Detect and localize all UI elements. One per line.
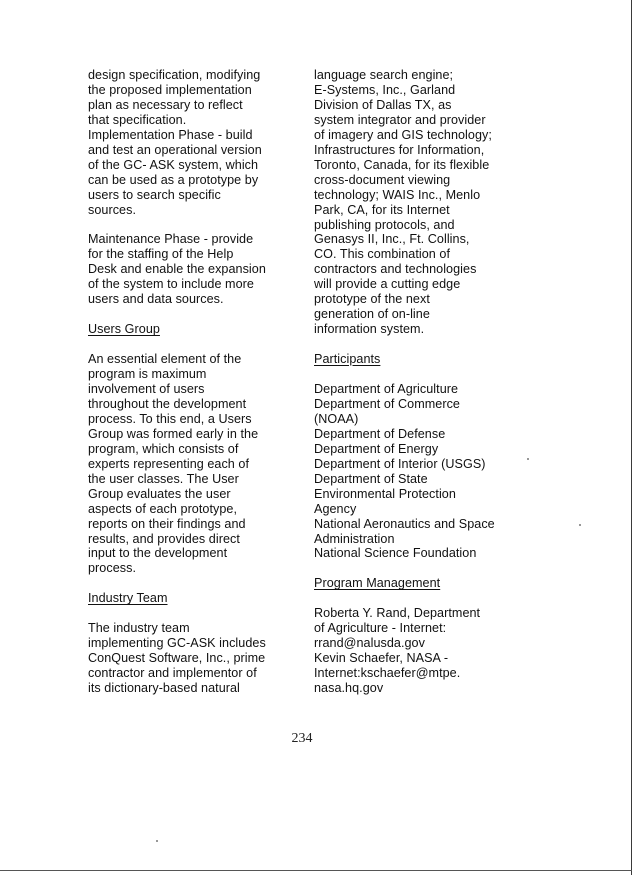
text-line: results, and provides direct: [88, 531, 240, 546]
text-line: Park, CA, for its Internet: [314, 202, 450, 217]
text-line: Internet:kschaefer@mtpe.: [314, 666, 461, 681]
text-line: rrand@nalusda.gov: [314, 636, 425, 651]
text-line: can be used as a prototype by: [88, 172, 259, 187]
text-line: Kevin Schaefer, NASA -: [314, 651, 449, 666]
text-line: Department of Commerce: [314, 396, 460, 411]
text-line: experts representing each of: [88, 456, 250, 471]
scan-speck: [156, 840, 158, 842]
paragraph-gap: [88, 218, 288, 233]
section-heading-participants: Participants: [314, 352, 381, 367]
text-line: of the system to include more: [88, 277, 254, 292]
text-line: language search engine;: [314, 68, 454, 82]
scan-speck: [579, 524, 581, 526]
text-line: throughout the development: [88, 396, 247, 411]
text-line: Department of State: [314, 471, 428, 486]
text-line: ConQuest Software, Inc., prime: [88, 651, 266, 666]
text-line: Roberta Y. Rand, Department: [314, 606, 481, 621]
paragraph-gap: [88, 307, 288, 322]
text-line: Department of Energy: [314, 441, 439, 456]
text-line: generation of on-line: [314, 307, 430, 322]
text-line: users to search specific: [88, 187, 221, 202]
text-line: nasa.hq.gov: [314, 681, 384, 696]
paragraph-gap: [314, 337, 514, 352]
text-line: the proposed implementation: [88, 82, 252, 97]
text-line: reports on their findings and: [88, 516, 246, 531]
text-line: contractor and implementor of: [88, 666, 257, 681]
text-line: The industry team: [88, 621, 190, 636]
text-line: Genasys II, Inc., Ft. Collins,: [314, 232, 470, 247]
text-line: National Aeronautics and Space: [314, 516, 495, 531]
text-line: design specification, modifying: [88, 68, 261, 82]
text-line: prototype of the next: [314, 292, 430, 307]
text-line: Implementation Phase - build: [88, 127, 253, 142]
text-line: input to the development: [88, 546, 228, 561]
text-line: Department of Defense: [314, 426, 446, 441]
text-line: of imagery and GIS technology;: [314, 127, 492, 142]
text-line: sources.: [88, 202, 136, 217]
text-line: of Agriculture - Internet:: [314, 621, 447, 636]
paragraph-gap: [88, 576, 288, 591]
text-line: Group evaluates the user: [88, 486, 231, 501]
text-line: plan as necessary to reflect: [88, 97, 243, 112]
text-line: Maintenance Phase - provide: [88, 232, 254, 247]
left-text-column: [88, 68, 288, 696]
text-line: Desk and enable the expansion: [88, 262, 266, 277]
text-line: cross-document viewing: [314, 172, 451, 187]
paragraph-gap: [314, 591, 514, 606]
text-line: process.: [88, 561, 136, 576]
text-line: E-Systems, Inc., Garland: [314, 82, 456, 97]
text-line: the user classes. The User: [88, 471, 239, 486]
text-line: Department of Interior (USGS): [314, 456, 486, 471]
paragraph-gap: [314, 367, 514, 382]
section-heading-users-group: Users Group: [88, 322, 160, 337]
text-line: that specification.: [88, 112, 187, 127]
text-line: Division of Dallas TX, as: [314, 97, 452, 112]
right-text-column: [314, 68, 514, 696]
text-line: Department of Agriculture: [314, 381, 459, 396]
text-line: Administration: [314, 531, 395, 546]
paragraph-gap: [88, 337, 288, 352]
text-line: Toronto, Canada, for its flexible: [314, 157, 490, 172]
text-line: will provide a cutting edge: [314, 277, 461, 292]
text-line: publishing protocols, and: [314, 217, 455, 232]
text-line: program, which consists of: [88, 441, 239, 456]
text-line: Agency: [314, 501, 357, 516]
text-line: aspects of each prototype,: [88, 501, 238, 516]
paragraph-gap: [88, 606, 288, 621]
text-line: information system.: [314, 322, 425, 337]
text-line: for the staffing of the Help: [88, 247, 234, 262]
text-line: and test an operational version: [88, 142, 262, 157]
scan-speck: [527, 458, 529, 460]
text-line: CO. This combination of: [314, 247, 451, 262]
text-line: of the GC- ASK system, which: [88, 157, 259, 172]
text-line: process. To this end, a Users: [88, 411, 252, 426]
text-line: users and data sources.: [88, 292, 224, 307]
text-line: involvement of users: [88, 381, 205, 396]
text-line: Group was formed early in the: [88, 426, 259, 441]
text-line: contractors and technologies: [314, 262, 477, 277]
section-heading-program-management: Program Management: [314, 576, 441, 591]
text-line: (NOAA): [314, 411, 359, 426]
text-line: Environmental Protection: [314, 486, 456, 501]
text-line: Infrastructures for Information,: [314, 142, 485, 157]
paragraph-gap: [314, 561, 514, 576]
section-heading-industry-team: Industry Team: [88, 591, 168, 606]
text-line: technology; WAIS Inc., Menlo: [314, 187, 481, 202]
page-number: 234: [291, 731, 313, 746]
text-line: An essential element of the: [88, 352, 242, 367]
text-line: system integrator and provider: [314, 112, 486, 127]
text-line: National Science Foundation: [314, 546, 477, 561]
page-edge-right: [631, 0, 632, 875]
text-line: program is maximum: [88, 367, 207, 382]
page-edge-bottom: [0, 870, 632, 871]
text-line: implementing GC-ASK includes: [88, 636, 266, 651]
text-line: its dictionary-based natural: [88, 681, 240, 695]
